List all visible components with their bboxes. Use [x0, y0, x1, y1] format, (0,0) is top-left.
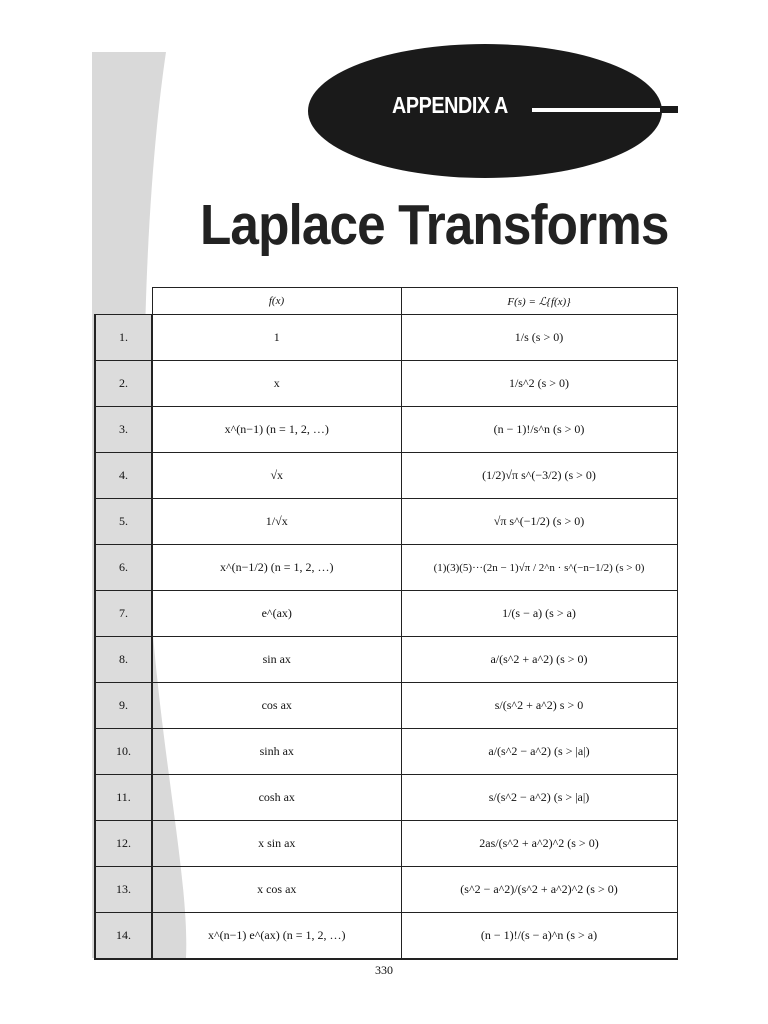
row-number: 10.: [95, 729, 152, 775]
row-number: 13.: [95, 867, 152, 913]
table-row: [95, 683, 677, 729]
row-fx: sin ax: [152, 637, 401, 683]
row-Fs: (n − 1)!/(s − a)^n (s > a): [401, 913, 677, 960]
table-row: [95, 361, 677, 407]
table-row: [95, 637, 677, 683]
row-Fs: 2as/(s^2 + a^2)^2 (s > 0): [401, 821, 677, 867]
row-Fs: 1/s (s > 0): [401, 315, 677, 361]
table-row: [95, 821, 677, 867]
row-Fs: a/(s^2 + a^2) (s > 0): [401, 637, 677, 683]
page-number: 330: [375, 963, 393, 977]
appendix-rule: [532, 108, 676, 112]
row-fx: x^(n−1/2) (n = 1, 2, …): [152, 545, 401, 591]
table-row: [95, 453, 677, 499]
row-number: 1.: [95, 315, 152, 361]
row-number: 9.: [95, 683, 152, 729]
row-fx: 1: [152, 315, 401, 361]
corner-cell: [95, 288, 152, 315]
laplace-table: [94, 287, 678, 960]
row-Fs: s/(s^2 − a^2) (s > |a|): [401, 775, 677, 821]
row-fx: sinh ax: [152, 729, 401, 775]
row-fx: x cos ax: [152, 867, 401, 913]
row-fx: √x: [152, 453, 401, 499]
row-Fs: √π s^(−1/2) (s > 0): [401, 499, 677, 545]
table-row: [95, 729, 677, 775]
table-row: [95, 499, 677, 545]
row-number: 7.: [95, 591, 152, 637]
row-number: 11.: [95, 775, 152, 821]
page-title: Laplace Transforms: [200, 193, 669, 257]
column-header-fx: f(x): [152, 288, 401, 315]
row-number: 12.: [95, 821, 152, 867]
table-row: [95, 775, 677, 821]
row-Fs: (s^2 − a^2)/(s^2 + a^2)^2 (s > 0): [401, 867, 677, 913]
row-Fs: (n − 1)!/s^n (s > 0): [401, 407, 677, 453]
row-Fs: 1/s^2 (s > 0): [401, 361, 677, 407]
row-fx: x: [152, 361, 401, 407]
table-row: [95, 591, 677, 637]
row-number: 6.: [95, 545, 152, 591]
appendix-rule-end: [660, 106, 678, 113]
row-number: 3.: [95, 407, 152, 453]
row-Fs: (1)(3)(5)···(2n − 1)√π / 2^n · s^(−n−1/2) (s > 0): [401, 545, 677, 591]
row-Fs: a/(s^2 − a^2) (s > |a|): [401, 729, 677, 775]
row-Fs: 1/(s − a) (s > a): [401, 591, 677, 637]
row-fx: cos ax: [152, 683, 401, 729]
table-row: [95, 867, 677, 913]
row-fx: x^(n−1) e^(ax) (n = 1, 2, …): [152, 913, 401, 960]
table-row: [95, 913, 677, 960]
row-number: 14.: [95, 913, 152, 960]
row-fx: 1/√x: [152, 499, 401, 545]
row-fx: x sin ax: [152, 821, 401, 867]
table-row: [95, 545, 677, 591]
table-row: [95, 315, 677, 361]
table-row: [95, 407, 677, 453]
column-header-Fs: F(s) = ℒ{f(x)}: [401, 288, 677, 315]
row-fx: cosh ax: [152, 775, 401, 821]
row-number: 5.: [95, 499, 152, 545]
row-number: 4.: [95, 453, 152, 499]
row-number: 2.: [95, 361, 152, 407]
row-Fs: s/(s^2 + a^2) s > 0: [401, 683, 677, 729]
row-fx: e^(ax): [152, 591, 401, 637]
row-Fs: (1/2)√π s^(−3/2) (s > 0): [401, 453, 677, 499]
row-fx: x^(n−1) (n = 1, 2, …): [152, 407, 401, 453]
appendix-label: APPENDIX A: [392, 92, 508, 118]
table-header-row: [95, 288, 677, 315]
row-number: 8.: [95, 637, 152, 683]
